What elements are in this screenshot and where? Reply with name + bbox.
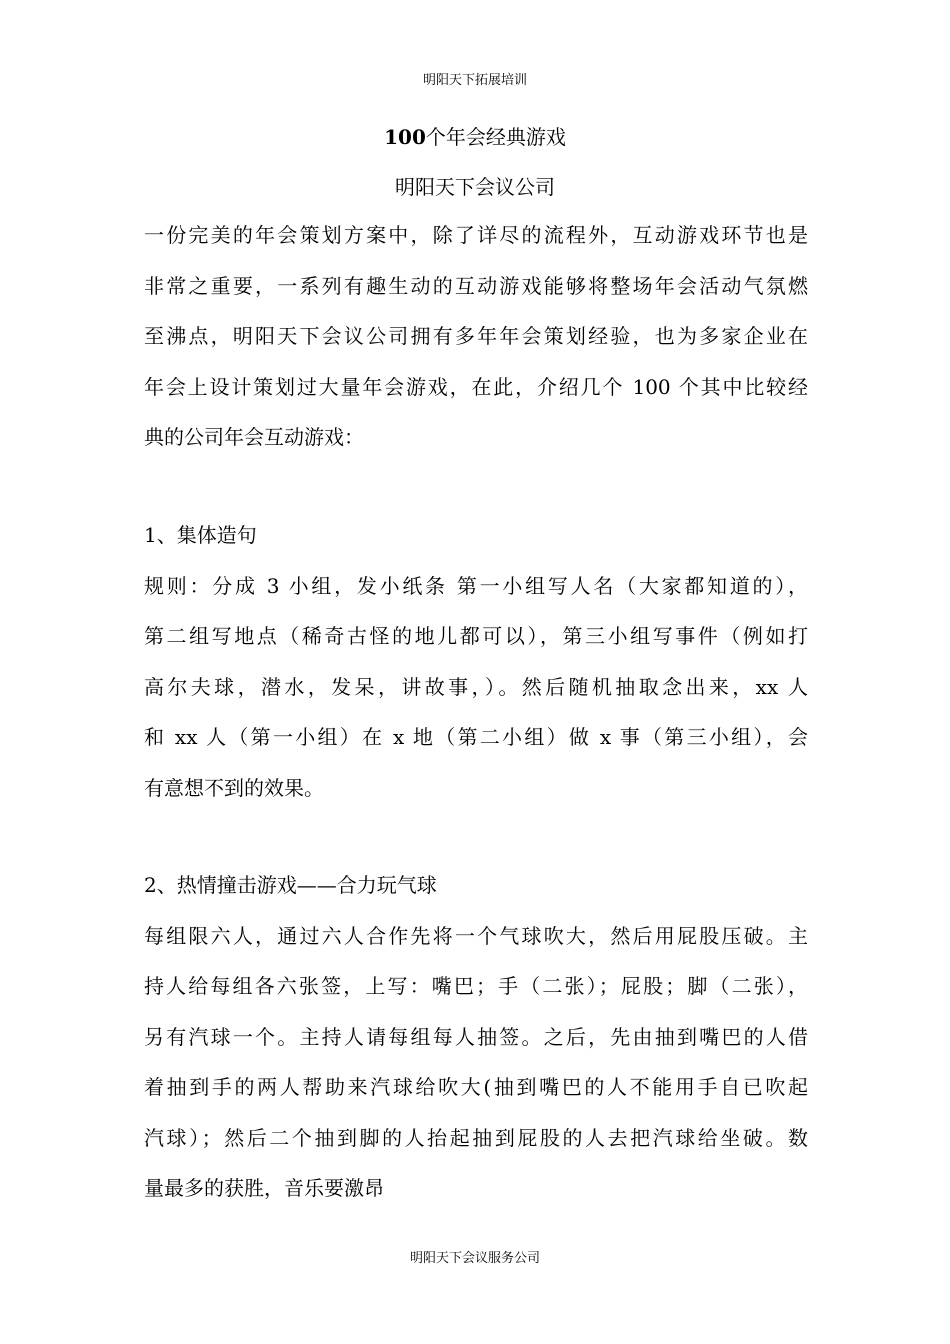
- paragraph-line: 有意想不到的效果。: [144, 775, 324, 800]
- section-1: [144, 522, 808, 825]
- paragraph-line: 量最多的获胜，音乐要激昂: [144, 1176, 384, 1200]
- paragraph-line: 一份完美的年会策划方案中，除了详尽的流程外，互动游戏环节也是: [144, 223, 808, 247]
- paragraph-line: 另有汽球一个。主持人请每组每人抽签。之后，先由抽到嘴巴的人借: [144, 1024, 808, 1049]
- paragraph-line: 非常之重要，一系列有趣生动的互动游戏能够将整场年会活动气氛燃: [144, 273, 808, 298]
- intro-paragraph: [144, 222, 808, 475]
- paragraph-line: 高尔夫球，潜水，发呆，讲故事，）。然后随机抽取念出来，xx 人: [144, 674, 808, 699]
- paragraph-line: 每组限六人，通过六人合作先将一个气球吹大，然后用屁股压破。主: [144, 923, 808, 948]
- paragraph-line: 和 xx 人（第一小组）在 x 地（第二小组）做 x 事（第三小组），会: [144, 725, 808, 749]
- title-number: 100: [384, 125, 426, 149]
- document-title: [0, 124, 950, 150]
- document-subtitle: 明阳天下会议公司: [395, 175, 555, 199]
- section-heading: 2、热情撞击游戏——合力玩气球: [144, 873, 437, 897]
- paragraph-line: 规则：分成 3 小组，发小纸条 第一小组写人名（大家都知道的），: [144, 573, 808, 598]
- paragraph-line: 持人给每组各六张签，上写：嘴巴；手（二张）；屁股；脚（二张），: [144, 974, 808, 998]
- paragraph-line: 着抽到手的两人帮助来汽球给吹大(抽到嘴巴的人不能用手自已吹起: [144, 1075, 808, 1099]
- paragraph-line: 第二组写地点（稀奇古怪的地儿都可以），第三小组写事件（例如打: [144, 624, 808, 648]
- paragraph-line: 至沸点，明阳天下会议公司拥有多年年会策划经验，也为多家企业在: [144, 324, 808, 348]
- paragraph-line: 年会上设计策划过大量年会游戏，在此，介绍几个 100 个其中比较经: [144, 374, 808, 399]
- page-footer: 明阳天下会议服务公司: [409, 1251, 540, 1266]
- section-2: [144, 872, 808, 1226]
- paragraph-line: 汽球）；然后二个抽到脚的人抬起抽到屁股的人去把汽球给坐破。数: [144, 1125, 808, 1150]
- paragraph-line: 典的公司年会互动游戏：: [144, 425, 364, 449]
- title-text: 个年会经典游戏: [425, 125, 566, 149]
- section-heading: 1、集体造句: [144, 523, 257, 547]
- page-header: 明阳天下拓展培训: [422, 73, 527, 88]
